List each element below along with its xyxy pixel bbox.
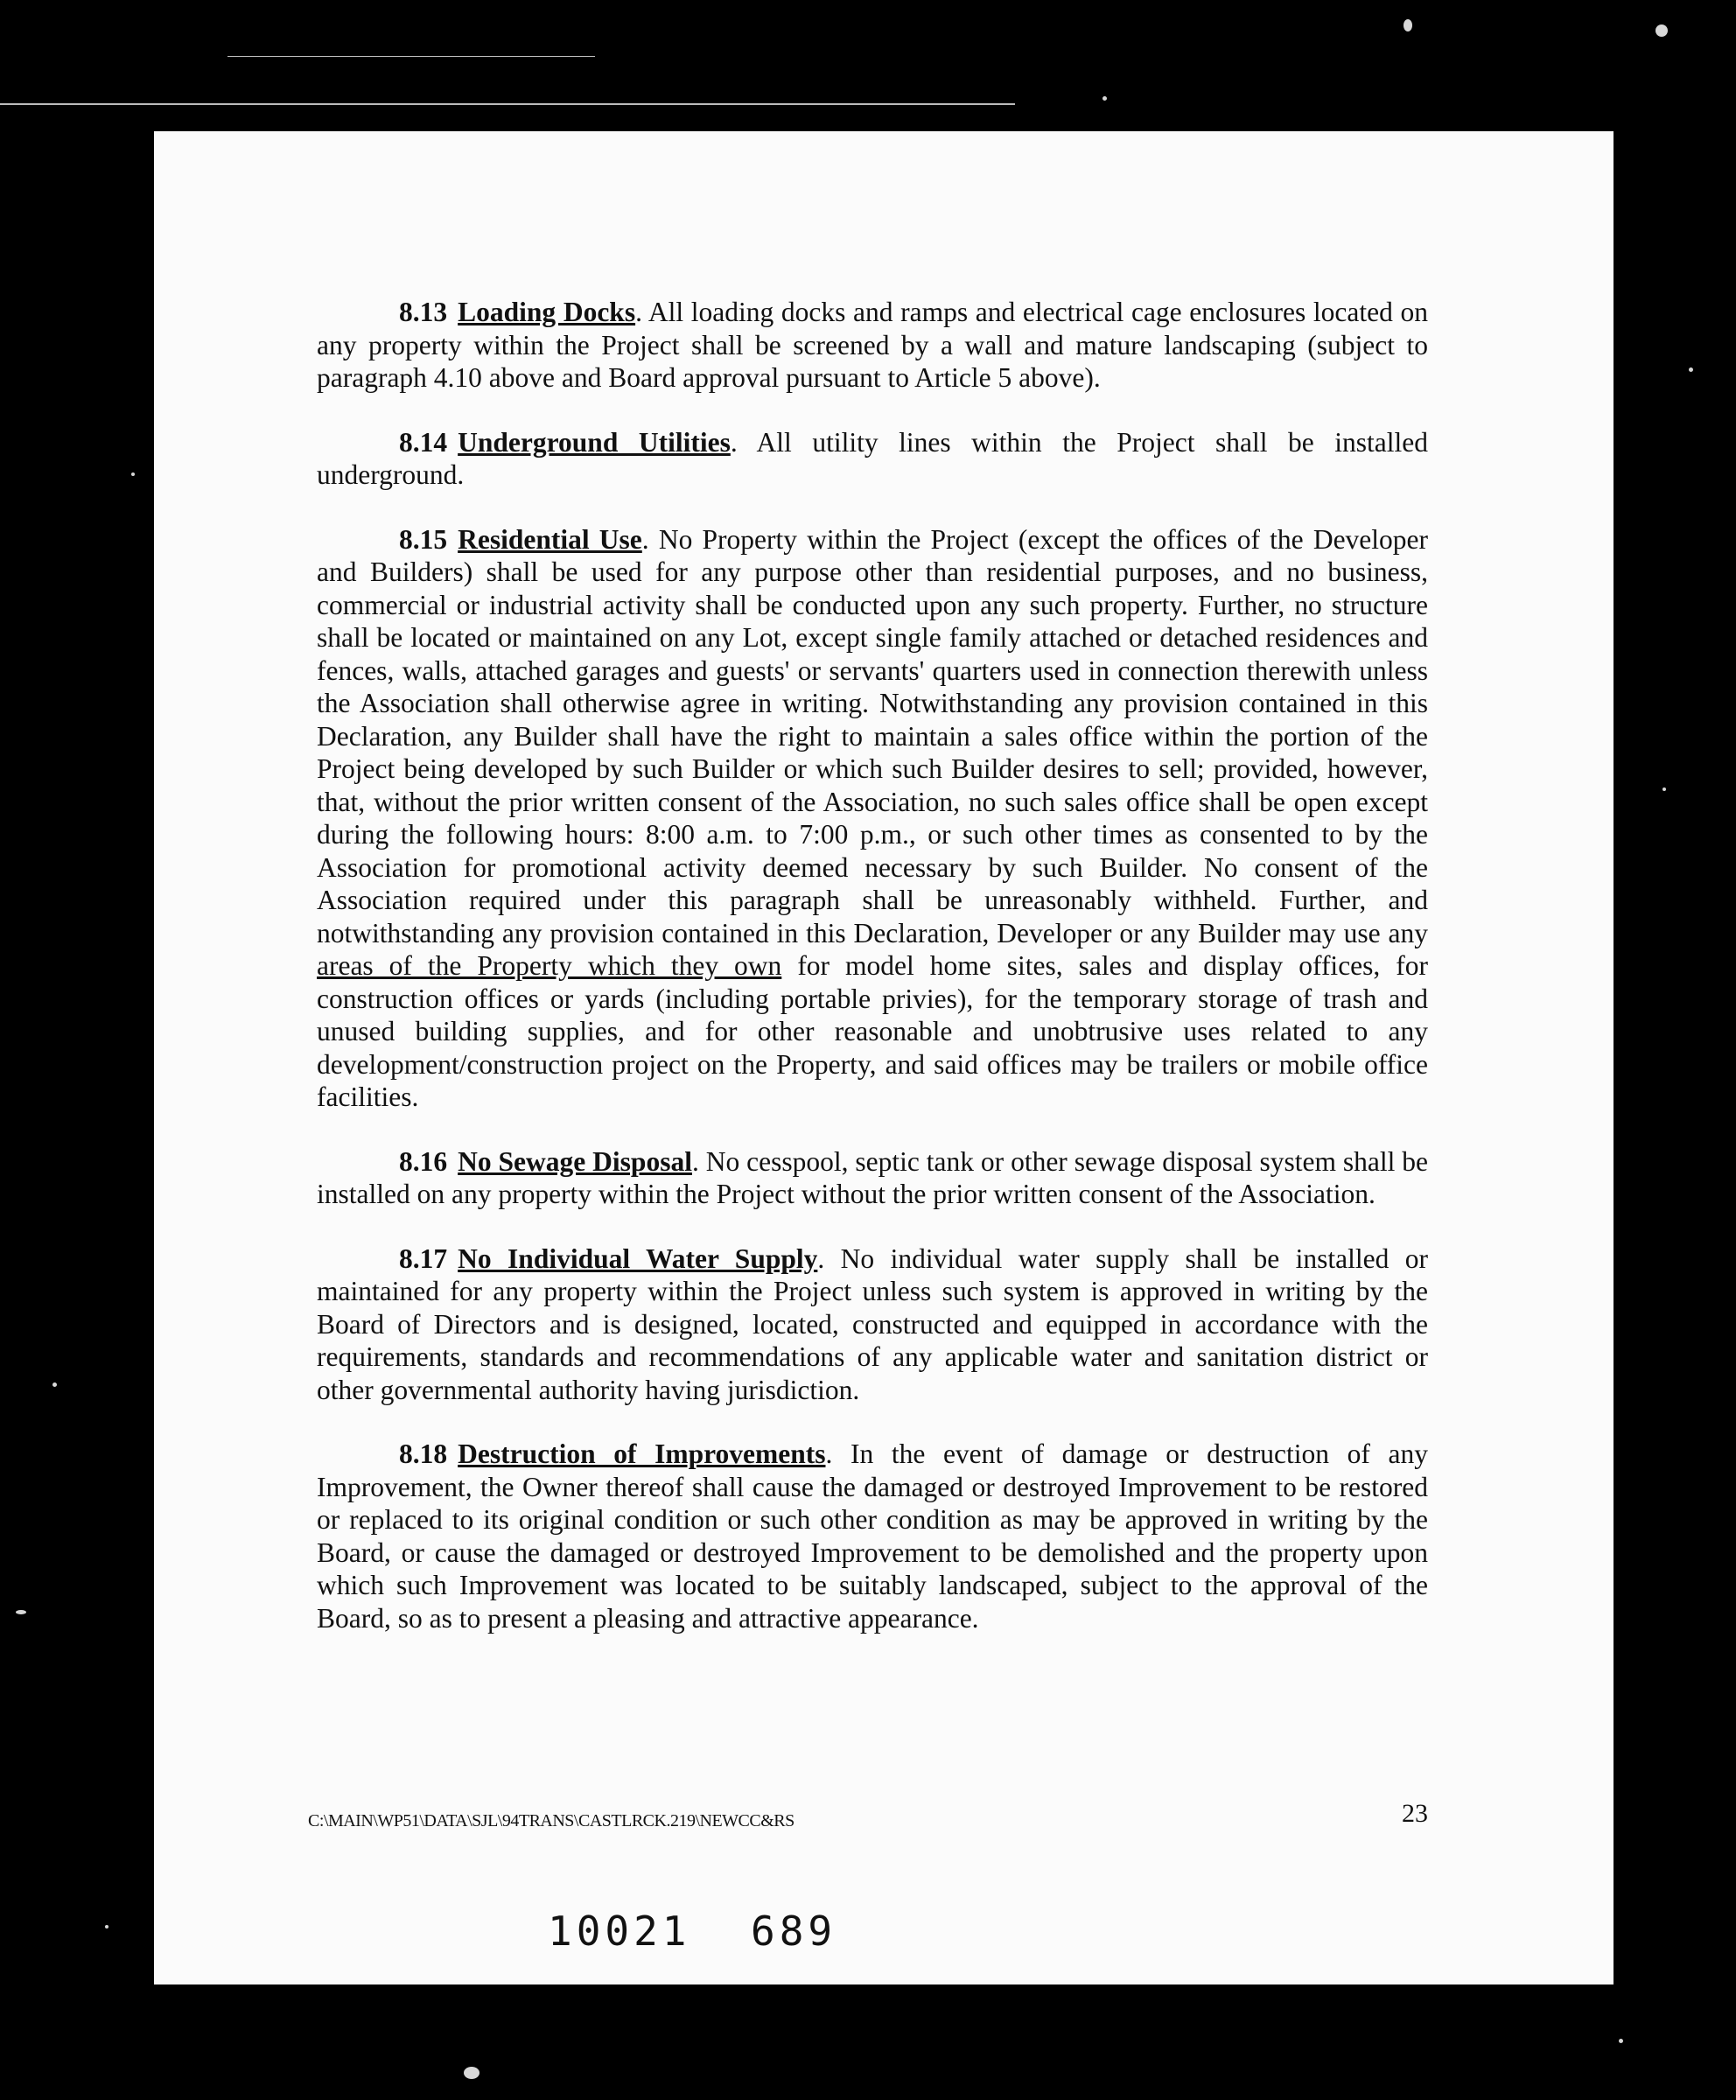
section-body: No cesspool, septic tank or other sewage disposal system shall be installed on any property within the Project without the prior written consent of the Association. — [317, 1145, 1428, 1209]
section-heading: Underground Utilities — [458, 426, 731, 458]
section-number: 8.14 — [399, 426, 448, 458]
section-body: No individual water supply shall be installed or maintained for any property within the Project unless such system is approved in writing by the Board of Directors and is designed, located, constructed and equipped in accordance with the requirements, standards and recommendations of any applicable water and sanitation district or other governmental authority having jurisdiction. — [317, 1242, 1428, 1405]
section-8-15 — [317, 523, 1428, 1114]
scan-streak — [228, 56, 595, 57]
page-number: 23 — [1402, 1799, 1428, 1828]
section-number: 8.17 — [399, 1242, 448, 1274]
scan-speck — [1689, 368, 1693, 372]
recording-stamp-page: 689 — [751, 1908, 837, 1955]
underlined-phrase: areas of the Property which they own — [317, 950, 782, 981]
scan-speck — [105, 1925, 108, 1928]
scan-speck — [1656, 24, 1668, 37]
section-heading: Residential Use — [458, 523, 642, 555]
scan-speck — [1662, 788, 1666, 791]
heading-period: . — [730, 426, 738, 458]
section-heading: Destruction of Improvements — [458, 1438, 826, 1469]
section-body: All loading docks and ramps and electrical cage enclosures located on any property within the Project shall be screened by a wall and mature landscaping (subject to paragraph 4.10 above and Board approval pursuant to Article 5 above). — [317, 297, 1428, 393]
section-8-18 — [317, 1438, 1428, 1634]
heading-period: . — [817, 1242, 825, 1274]
section-8-13 — [317, 296, 1428, 395]
heading-period: . — [641, 523, 649, 555]
section-8-16 — [317, 1145, 1428, 1211]
scan-speck — [1102, 96, 1107, 101]
section-number: 8.13 — [399, 297, 448, 327]
section-body: In the event of damage or destruction of any Improvement, the Owner thereof shall cause the damaged or destroyed Improvement to be restored or replaced to its original condition or such other condition as may be approved in writing by the Board, or cause the damaged or destroyed Improvement to be demolished and the property upon which such Improvement was located to be suitably landscaped, subject to the approval of the Board, so as to present a pleasing and attractive appearance. — [317, 1438, 1428, 1634]
scan-speck — [464, 2067, 480, 2079]
recording-stamp-book: 10021 — [548, 1908, 691, 1955]
scan-speck — [16, 1610, 26, 1614]
section-heading: No Individual Water Supply — [458, 1242, 818, 1274]
scan-speck — [1619, 2039, 1623, 2043]
section-8-17 — [317, 1242, 1428, 1407]
section-8-14 — [317, 426, 1428, 492]
scan-speck — [131, 472, 135, 476]
section-number: 8.16 — [399, 1145, 448, 1177]
section-heading: No Sewage Disposal — [458, 1145, 692, 1177]
heading-period: . — [825, 1438, 833, 1469]
heading-period: . — [691, 1145, 699, 1177]
scan-speck — [1404, 19, 1412, 32]
section-number: 8.15 — [399, 523, 448, 555]
document-page — [154, 131, 1614, 1984]
scan-speck — [52, 1382, 57, 1387]
section-body: No Property within the Project (except the offices of the Developer and Builders) shall be used for any purpose other than residential purposes, and no business, commercial or industrial activity shall be conducted upon any such property. Further, no structure shall be located or maintained on any Lot, except single family attached or detached residences and fences, walls, attached garages and guests' or servants' quarters used in connection therewith unless the Association shall otherwise agree in writing. Notwithstanding any provision contained in this Declaration, any Builder shall have the right to maintain a sales office within the portion of the Project being developed by such Builder or which such Builder desires to sell; provided, however, that, without the prior written consent of the Association, no such sales office shall be open except during the following hours: 8:00 a.m. to 7:00 p.m., or such other times as consented to by the Association for promotional activity deemed necessary by such Builder. No consent of the Association required under this paragraph shall be unreasonably withheld. Further, and notwithstanding any provision contained in this Declaration, Developer or any Builder may use any — [317, 523, 1429, 948]
heading-period: . — [635, 297, 642, 327]
section-heading: Loading Docks — [458, 297, 636, 327]
section-number: 8.18 — [399, 1438, 448, 1469]
document-body — [317, 296, 1428, 1666]
footer-file-path: C:\MAIN\WP51\DATA\SJL\94TRANS\CASTLRCK.219\NEWCC&RS — [308, 1811, 794, 1830]
section-body: All utility lines within the Project shall be installed underground. — [317, 426, 1429, 490]
scan-streak — [0, 103, 1015, 105]
section-body-continued: for model home sites, sales and display offices, for construction offices or yards (including portable privies), for the temporary storage of trash and unused building supplies, and for other reasonable and unobtrusive uses related to any development/construction project on the Property, and said offices may be trailers or mobile office facilities. — [317, 950, 1429, 1112]
